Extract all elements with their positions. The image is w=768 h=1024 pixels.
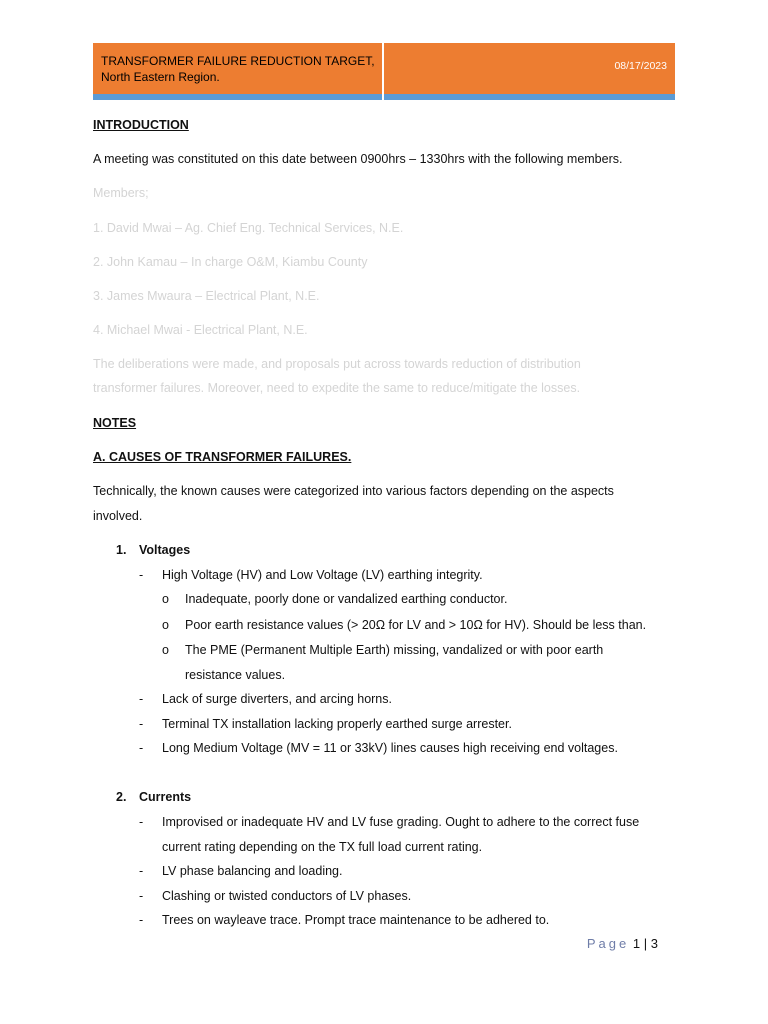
header-stripe-left [93, 94, 382, 100]
member-item: 4. Michael Mwai - Electrical Plant, N.E. [93, 323, 308, 337]
section-a-heading: A. CAUSES OF TRANSFORMER FAILURES. [93, 450, 352, 464]
member-item: 1. David Mwai – Ag. Chief Eng. Technical Services, N.E. [93, 221, 404, 235]
header-date-box [384, 43, 675, 100]
members-label: Members; [93, 186, 149, 200]
list-item-text: LV phase balancing and loading. [162, 864, 343, 878]
member-item: 2. John Kamau – In charge O&M, Kiambu County [93, 255, 368, 269]
voltages-heading [116, 543, 190, 557]
sub-list-item [162, 592, 507, 606]
sub-list-item-text: Poor earth resistance values (> 20Ω for LV and > 10Ω for HV). Should be less than. [185, 618, 647, 632]
list-item-continuation: current rating depending on the TX full load current rating. [162, 840, 483, 854]
circle-bullet: o [162, 643, 169, 657]
header-title-box [93, 43, 384, 100]
list-item-text: Long Medium Voltage (MV = 11 or 33kV) lines causes high receiving end voltages. [162, 741, 618, 755]
causes-intro-line1: Technically, the known causes were categorized into various factors depending on the aspects [93, 484, 614, 498]
sub-list-item-text: The PME (Permanent Multiple Earth) missing, vandalized or with poor earth [185, 643, 604, 657]
header-stripe-right [384, 94, 675, 100]
dash-bullet: - [139, 692, 144, 706]
dash-bullet: - [139, 717, 144, 731]
dash-bullet: - [139, 889, 144, 903]
dash-bullet: - [139, 815, 144, 829]
introduction-text: A meeting was constituted on this date between 0900hrs – 1330hrs with the following members. [93, 152, 623, 166]
causes-intro-line2: involved. [93, 509, 143, 523]
page-word: Page [586, 936, 630, 951]
dash-bullet: - [139, 741, 144, 755]
sub-list-item [162, 643, 603, 657]
page-current: 1 [632, 936, 641, 951]
sub-list-item-text: Inadequate, poorly done or vandalized earthing conductor. [185, 592, 508, 606]
voltages-title: Voltages [139, 543, 191, 557]
introduction-heading: INTRODUCTION [93, 118, 189, 132]
document-title [101, 53, 375, 85]
page-footer [587, 936, 658, 951]
currents-title: Currents [139, 790, 192, 804]
sub-list-item-continuation: resistance values. [185, 668, 286, 682]
document-title-line1: TRANSFORMER FAILURE REDUCTION TARGET, [101, 54, 375, 68]
list-item [139, 568, 483, 582]
list-item-text: High Voltage (HV) and Low Voltage (LV) earthing integrity. [162, 568, 483, 582]
list-item [139, 815, 639, 829]
document-date: 08/17/2023 [614, 60, 667, 72]
dash-bullet: - [139, 568, 144, 582]
deliberations-line1: The deliberations were made, and proposals put across towards reduction of distribution [93, 357, 581, 371]
list-number: 1. [116, 543, 127, 557]
list-item-text: Trees on wayleave trace. Prompt trace maintenance to be adhered to. [162, 913, 550, 927]
list-item [139, 913, 549, 927]
list-item [139, 741, 618, 755]
list-item [139, 692, 392, 706]
list-item [139, 889, 411, 903]
sub-list-item [162, 618, 646, 632]
document-header [93, 43, 675, 100]
list-item-text: Clashing or twisted conductors of LV phases. [162, 889, 412, 903]
deliberations-line2: transformer failures. Moreover, need to expedite the same to reduce/mitigate the losses. [93, 381, 581, 395]
list-item-text: Improvised or inadequate HV and LV fuse grading. Ought to adhere to the correct fuse [162, 815, 640, 829]
notes-heading: NOTES [93, 416, 137, 430]
page-total: 3 [650, 936, 658, 951]
circle-bullet: o [162, 592, 169, 606]
dash-bullet: - [139, 913, 144, 927]
document-title-line2: North Eastern Region. [101, 70, 220, 84]
circle-bullet: o [162, 618, 169, 632]
list-item-text: Lack of surge diverters, and arcing horns. [162, 692, 392, 706]
dash-bullet: - [139, 864, 144, 878]
list-number: 2. [116, 790, 127, 804]
currents-heading [116, 790, 191, 804]
member-item: 3. James Mwaura – Electrical Plant, N.E. [93, 289, 320, 303]
page-separator: | [643, 936, 648, 951]
list-item [139, 717, 512, 731]
list-item-text: Terminal TX installation lacking properly earthed surge arrester. [162, 717, 512, 731]
list-item [139, 864, 342, 878]
